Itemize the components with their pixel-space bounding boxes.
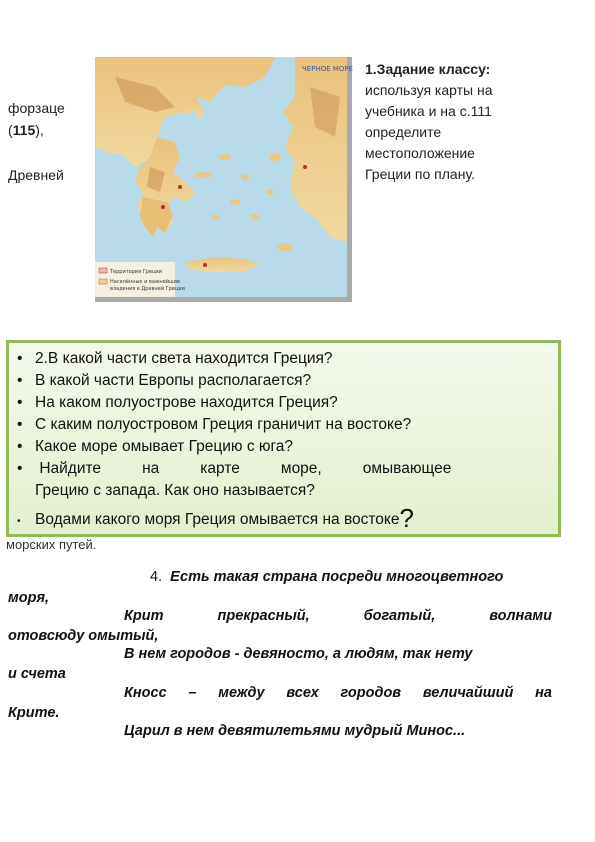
page-number: 115 [12,122,36,138]
questions-box [6,340,561,537]
question-7: • Водами какого моря Греция омывается на востоке? [17,503,414,533]
task-line: используя карты на [365,82,493,98]
poem-line-3: В нем городов - девяносто, а людям, так нету [124,646,473,662]
left-text-page-ref: (115), [8,122,44,138]
cut-off-text: морских путей. [6,537,97,552]
map-legend-2: Населённые и важнейшие [110,279,180,285]
question-3: • На каком полуострове находится Греция? [17,394,338,411]
poem-line-2: Крит прекрасный, богатый, волнами [124,608,552,624]
task-line: определите [365,124,442,140]
poem-line-2b: отовсюду омытый, [8,628,159,644]
poem-line-5: Царил в нем девятилетьями мудрый Минос... [124,723,466,739]
left-text-forzats: форзаце [8,100,65,116]
question-6: • Найдите на карте море, омывающее [17,460,452,477]
map-legend-3: владения в Древней Греции [110,286,185,292]
greece-map [95,57,352,302]
poem-line-4: Кносс – между всех городов величайший на [124,685,552,701]
task-line: местоположение [365,145,475,161]
question-5: • Какое море омывает Грецию с юга? [17,438,294,455]
question-1: • 2.В какой части света находится Греция? [17,350,333,367]
question-4: • С каким полуостровом Греция граничит на востоке? [17,416,412,433]
left-text-ancient: Древней [8,167,64,183]
task-line: Греции по плану. [365,166,475,182]
poem-line-3b: и счета [8,666,66,682]
task-line: учебника и на с.111 [365,103,492,119]
map-sea-label: ЧЕРНОЕ МОРЕ [302,65,354,73]
task-block [365,59,575,185]
question-2: • В какой части Европы располагается? [17,372,312,389]
greece-map-image [95,57,354,297]
poem-line-1b: моря, [8,590,50,606]
question-6-continued: Грецию с запада. Как оно называется? [35,482,315,499]
poem-line-1: 4. Есть такая страна посреди многоцветного [150,569,504,585]
map-legend-1: Территория Греции [110,269,162,275]
task-title: 1.Задание классу: [365,61,491,77]
poem-line-4b: Крите. [8,705,60,721]
